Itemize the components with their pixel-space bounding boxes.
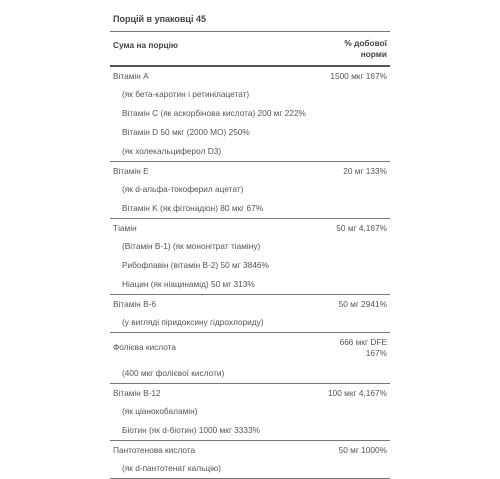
nutrient-sub-row [110,362,390,383]
nutrient-sub-row [110,85,390,104]
nutrient-name: Вітамін A [113,71,149,81]
nutrient-group-vitamin-a [110,67,390,162]
nutrient-row [110,441,390,459]
nutrient-detail: (400 мкг фолієвої кислоти) [122,368,225,378]
nutrient-value: 1500 мкг 167% [330,71,387,81]
nutrient-sub-row [110,142,390,161]
nutrient-sub-row [110,459,390,478]
nutrient-name: Вітамін B-12 [113,388,161,398]
nutrient-detail: Вітамін K (як фітонадіон) 80 мкг 67% [122,203,264,213]
nutrient-value: 20 мг 133% [343,166,387,176]
nutrient-group-thiamine [110,219,390,295]
nutrient-sub-row [110,421,390,440]
nutrient-name: Тіамін [113,223,137,233]
nutrient-row [110,295,390,313]
nutrient-row [110,219,390,237]
nutrient-detail: Ніацин (як ніацинамід) 50 мг 313% [122,279,255,289]
nutrient-sub-row [110,402,390,421]
nutrient-group-vitamin-b12 [110,384,390,441]
nutrient-sub-row [110,199,390,218]
daily-value-label [344,38,387,60]
nutrient-value [327,337,387,359]
nutrient-sub-row [110,180,390,199]
nutrient-name: Пантотенова кислота [113,445,196,455]
nutrient-name: Вітамін E [113,166,149,176]
supplement-facts-panel [110,10,390,479]
nutrient-group-folic-acid [110,333,390,384]
nutrient-detail: (як бета-каротин і ретинілацетат) [122,89,250,99]
nutrient-row [110,67,390,85]
nutrient-detail: (у вигляді піридоксину гідрохлориду) [122,317,264,327]
nutrient-sub-row [110,237,390,256]
nutrient-detail: (як d-пантотенат кальцію) [122,463,222,473]
nutrient-detail: Вітамін C (як аскорбінова кислота) 200 мг 222% [122,108,306,118]
nutrient-row [110,384,390,402]
nutrient-value-line2: 167% [365,348,387,358]
servings-per-container: Порцій в упаковці 45 [110,10,390,32]
nutrient-value: 50 мг 1000% [338,445,387,455]
nutrient-detail: Біотин (як d-біотин) 1000 мкг 3333% [122,425,260,435]
nutrient-name: Вітамін B-6 [113,299,157,309]
nutrient-detail: (як ціанокобаламін) [122,406,198,416]
nutrient-group-vitamin-e [110,162,390,219]
nutrient-detail: Рибофлавін (вітамін B-2) 50 мг 3846% [122,260,269,270]
nutrient-group-vitamin-b6 [110,295,390,333]
nutrient-detail: Вітамін D 50 мкг (2000 МО) 250% [122,127,250,137]
nutrient-row [110,162,390,180]
nutrient-value: 50 мг 2941% [338,299,387,309]
nutrient-group-pantothenic-acid [110,441,390,479]
nutrient-value: 50 мг 4,167% [336,223,387,233]
amount-per-serving-label: Сума на порцію [113,40,179,50]
nutrient-sub-row [110,275,390,294]
nutrient-sub-row [110,104,390,123]
nutrient-row [110,333,390,362]
nutrient-detail: (як холекальциферол D3) [122,146,222,156]
nutrient-sub-row [110,256,390,275]
daily-value-label-line1: % добової [344,38,387,48]
nutrient-value: 100 мкг 4,167% [328,388,387,398]
nutrient-value-line1: 666 мкг DFE [339,337,387,347]
nutrient-detail: (Вітамін B-1) (як мононітрат тіаміну) [122,241,261,251]
table-header [110,32,390,67]
nutrient-sub-row [110,313,390,332]
nutrient-sub-row [110,123,390,142]
nutrient-detail: (як d-альфа-токоферил ацетат) [122,184,244,194]
nutrient-name: Фолієва кислота [113,342,176,352]
daily-value-label-line2: норми [360,49,387,59]
